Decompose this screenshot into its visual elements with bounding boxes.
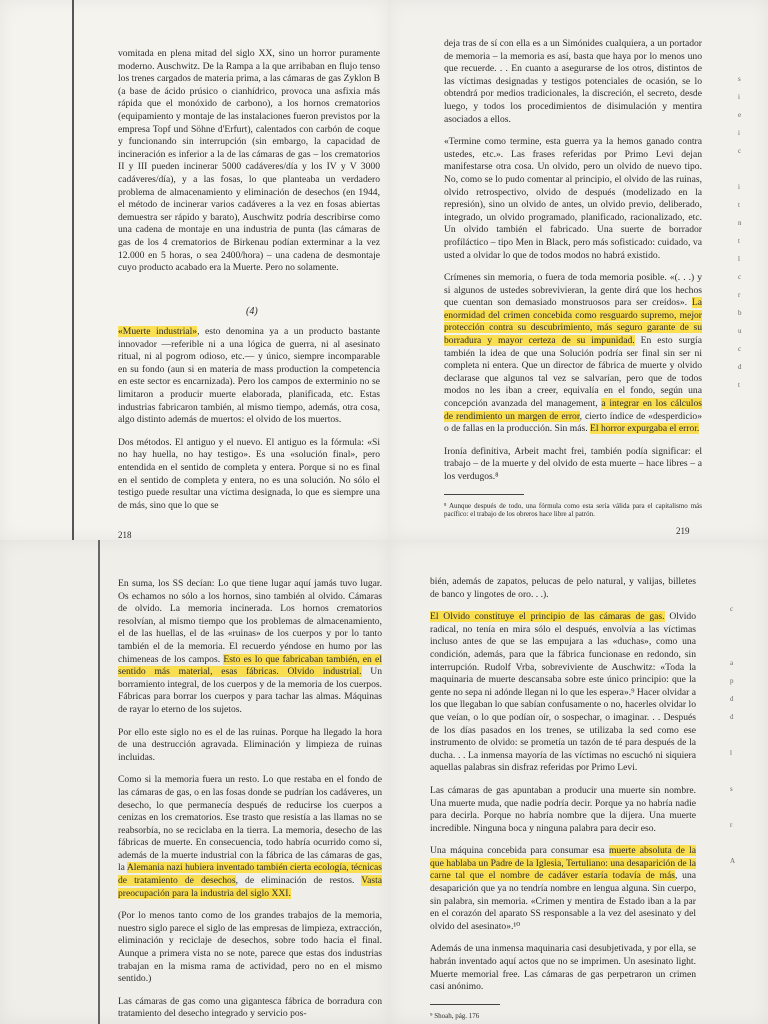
- highlight: «Muerte industrial»: [118, 326, 198, 337]
- page-219: [388, 0, 768, 540]
- paragraph: Ironía definitiva, Arbeit macht frei, también podía significar: el trabajo – de la muerte y del olvido de esta muerte – hace libres – a los verdugos.⁸: [444, 445, 702, 482]
- page-edge-line: [72, 0, 74, 540]
- page-219-text: [444, 38, 702, 526]
- margin-letters: c a p d d l s r A: [730, 605, 736, 865]
- paragraph-part: En esto surgía también la idea de que una Solución podría ser final sin ser ni completa ni entera. Que un director de fábrica de muerte y olvido declarase que algunos tal vez se salvarían, pero que de todos modos no les iban a creer, equivalía en el fondo, según una concepción avanzada del management,: [444, 335, 702, 410]
- paragraph-part: Un borramiento integral, de los cuerpos y de la memoria de los cuerpos. Fábricas para borrar los cuerpos y para tachar las almas. Máquinas de rayar lo eterno de los sujetos.: [118, 666, 383, 715]
- highlight: Vasta preocupación para la industria del siglo XXI.: [118, 875, 382, 899]
- page-edge-line: [98, 540, 100, 1024]
- highlight: El Olvido constituye el principio de las cámaras de gas.: [430, 611, 665, 623]
- paragraph: Además de una inmensa maquinaria casi desubjetivada, y por ella, se habrán inventado aquí actos que no se imprimen. Un asesinato light. Muerte memorial free. Las cámaras de gas perpetraron un crimen casi anónimo.: [430, 943, 696, 993]
- paragraph: bién, además de zapatos, pelucas de pelo natural, y valijas, billetes de banco y lingotes de oro. . .).: [430, 576, 696, 600]
- page-221: [390, 540, 768, 1024]
- paragraph-part: Una máquina concebida para consumar esa: [430, 845, 609, 857]
- paragraph-part: En suma, los SS decían: Lo que tiene lugar aquí jamás tuvo lugar. Os echamos no sólo a los hornos, sino también al olvido. Cámaras de olvido. La memoria incinerada. Los hornos crematorios resolvían, al mismo tiempo que los problemas de almacenamiento, el de las huellas, el de las «ruinas» de los cuerpos y por lo tanto también el de la memoria. El recuerdo yéndose en humo por las chimeneas de los campos.: [118, 578, 382, 665]
- paragraph: vomitada en plena mitad del siglo XX, sino un horror puramente moderno. Auschwitz. De la Rampa a la que arribaban en flujo tenso los trenes cargados de materia prima, a las cámaras de gas Zyklon B (a base de ácido prúsico o cianhídrico, provoca una asfixia más rápida que el monóxido de carbono), a los hornos crematorios (equipamiento y montaje de las instalaciones fueron previstos por la empresa Topf und Söhne d'Erfurt), calentados con carbón de coque y funcionando sin interrupción (sin embargo, la capacidad de incineración es inferior a la de las cámaras de gas – los crematorios II y III pueden incinerar 5000 cadáveres/día y los IV y V 3000 cadáveres/día), y a las fosas, lo que planteaba un verdadero problema de almacenamiento y eliminación de desechos (en 1944, el método de incinerar varios cadáveres a la vez en fosas abiertas demuestra ser rápido y barato), Auschwitz podría describirse como una cadena de montaje en una industria de punta (las cámaras de gas de los 4 crematorios de Birkenau podían exterminar a la vez 12.000 en 5 horas, o sea 2400/hora) – una cadena de desmontaje cuyo producto acabado era la Muerte. Pero no solamente.: [118, 48, 380, 274]
- paragraph-part: Olvido radical, no tenía en mira sólo el después, envolvía a las víctimas incluso antes de que se las empujara a las «duchas», como una condición, además, para que la fábrica funcionase en redondo, sin interrupción. Rudolf Vrba, sobreviviente de Auschwitz: «Toda la maquinaria de muerte descansaba sobre este único principio: que la gente no sepa ni adónde llegan ni lo que les espera».⁹ Hacer olvidar a los que llegaban lo que sabían confusamente o no, hacerles olvidar lo que veían, o lo que podían oír, o sospechar, o imaginar. . . Después de los días pasados en los trenes, se utilizaba la sed como ese instrumento de olvido: se prometía un tazón de té para después de la ducha. . . La inmensa mayoría de las víctimas no escuchó ni siquiera aquellas palabras sin disfraz referidas por Primo Levi.: [430, 611, 697, 774]
- footnote: ⁹ Shoah, pág. 176: [430, 1011, 480, 1020]
- highlight: El horror expurgaba el error.: [590, 423, 700, 435]
- paragraph: deja tras de sí con ella es a un Simónides cualquiera, a un portador de memoria – la memoria es así, basta que haya por lo menos uno que recuerde. . . En cuanto a asegurarse de los otros, distintos de las víctimas designadas y testigos potenciales de ocasión, se lo obtendrá por medios tradicionales, la discreción, el secreto, desde luego, y todos los procedimientos de disimulación y mentira asociados a ellos.: [444, 38, 702, 125]
- highlight: La enormidad del crimen concebida como resguardo supremo, mejor protección contra su descubrimiento, más seguro garante de su borradura y mayor certeza de su impunidad.: [444, 297, 702, 347]
- paragraph-part: , de eliminación de restos.: [235, 875, 362, 887]
- footnote-rule: [430, 1004, 500, 1005]
- page-number: 218: [118, 530, 132, 540]
- page-221-text: [430, 576, 696, 1024]
- paragraph-part: , una desaparición que ya no tendría nombre en lengua alguna. Sin cuerpo, sin palabra, sin memoria. «Crimen y mentira de Estado iban a la par en el corazón del aparato SS responsable a la vez del asesinato y del olvido del asesinato».¹⁰: [430, 870, 697, 932]
- footnote: ⁸ Aunque después de todo, una fórmula como esta sería válida para el capitalismo más pacífico: el trabajo de los obreros hace libre al patrón.: [444, 501, 702, 519]
- page-220: [0, 540, 390, 1024]
- paragraph-part: , cierto índice de «desperdicio» o de fallas en la producción. Sin más.: [444, 410, 702, 435]
- highlight: a integrar en los cálculos de rendimiento un margen de error: [444, 398, 702, 422]
- paragraph: (Por lo menos tanto como de los grandes trabajos de la memoria, nuestro siglo parece el siglo de las empresas de limpieza, extracción, eliminación y reciclaje de desechos, sobre todo hacia el final. Aunque a primera vista no se note, parece que estas dos industrias trabajan en la misma rama de actividad, pero no en el mismo sentido.): [118, 910, 382, 985]
- paragraph: Dos métodos. El antiguo y el nuevo. El antiguo es la fórmula: «Si no hay huella, no hay testigo». Es una «solución final», pero entendida en el sentido de completa y entera. Porque si no es final en el sentido de completa y entera, no es una solución. No sólo el testigo puede resultar una víctima designada, lo que es siempre una de más, sino que lo que se: [118, 436, 380, 511]
- highlight: Esto es lo que fabricaban también, en el sentido más material, esas fábricas. Olvido industrial.: [118, 653, 382, 678]
- margin-letters: s i e i c i t n t l c r b u c d t: [738, 75, 742, 389]
- section-marker: (4): [246, 306, 258, 317]
- paragraph: Las cámaras de gas apuntaban a producir una muerte sin nombre. Una muerte muda, que nadie podría decir. Porque ya no habría nadie para decirla. Porque no habría nombre que la dijera. Una muerte incredible. Ninguna boca y ninguna palabra para decir eso.: [430, 784, 696, 834]
- footnote-rule: [444, 494, 524, 495]
- page-number: 219: [676, 526, 690, 536]
- highlight: Alemania nazi hubiera inventado también cierta ecología, técnicas de tratamiento de desechos: [118, 862, 383, 887]
- paragraph: Por ello este siglo no es el de las ruinas. Porque ha llegado la hora de una destrucción agravada. Eliminación y limpieza de ruinas incluidas.: [118, 726, 382, 763]
- page-220-text: [118, 578, 382, 1024]
- paragraph-part: Como si la memoria fuera un resto. Lo que restaba en el fondo de las cámaras de gas, o en las fosas donde se pudrían los cadáveres, un desecho, lo que permanecía después de reducirse los cuerpos a cenizas en los crematorios. Ese trasto que resistía a las llamas no se reabsorbía, no se reciclaba en la tierra. La memoria, desecho de las fábricas de muerte. En consecuencia, todo habría ocurrido como si, además de la muerte industrial con la fábrica de las cámaras de gas, la: [118, 774, 382, 874]
- paragraph: , esto denomina ya a un producto bastante innovador —referible ni a una lógica de guerra, ni al asesinato ritual, ni al pogrom odioso, etc.— y único, siempre incomparable en su fondo (aun si en materia de mass production la competencia en este sector es encarnizada). Pero los campos de exterminio no se limitaron a producir muerte elaborada, planificada, etc. Estas industrias fabricaron también, al mismo tiempo, además, otra cosa, algo distinto además de muertos: el olvido de los muertos.: [118, 326, 380, 426]
- highlight: muerte absoluta de la que hablaba un Padre de la Iglesia, Tertuliano: una desaparición de la carne tal que el nombre de cadáver estaría todavía de más: [430, 845, 697, 882]
- page-218-text-b: [118, 326, 380, 522]
- paragraph: Las cámaras de gas como una gigantesca fábrica de borradura con tratamiento del desecho integrado y servicio pos-: [118, 995, 382, 1020]
- paragraph: «Termine como termine, esta guerra ya la hemos ganado contra ustedes, etc.». Las frases referidas por Primo Levi dejan manifestarse otra cosa. Un olvido, pero un olvido de nuevo tipo. No, como se lo pudo comentar al principio, el olvido de las ruinas, olvido retrospectivo, olvido de después (modelizado en la represión), sino un olvido de antes, un olvido previo, deliberado, integrado, un olvido programado, planificado, racionalizado, etc. Un olvido también el fabricado. Una suerte de borrador profiláctico – tipo Men in Black, pero más sofisticado: cuidado, va usted a olvidar lo que de todos modos no habrá existido.: [444, 136, 702, 261]
- page-218: [0, 0, 388, 540]
- paragraph-part: Crímenes sin memoria, o fuera de toda memoria posible. «(. . .) y si algunos de ustedes sobrevivieran, la gente dirá que los hechos que cuentan son demasiado monstruosos para ser creídos».: [444, 272, 702, 309]
- page-218-text: [118, 48, 380, 285]
